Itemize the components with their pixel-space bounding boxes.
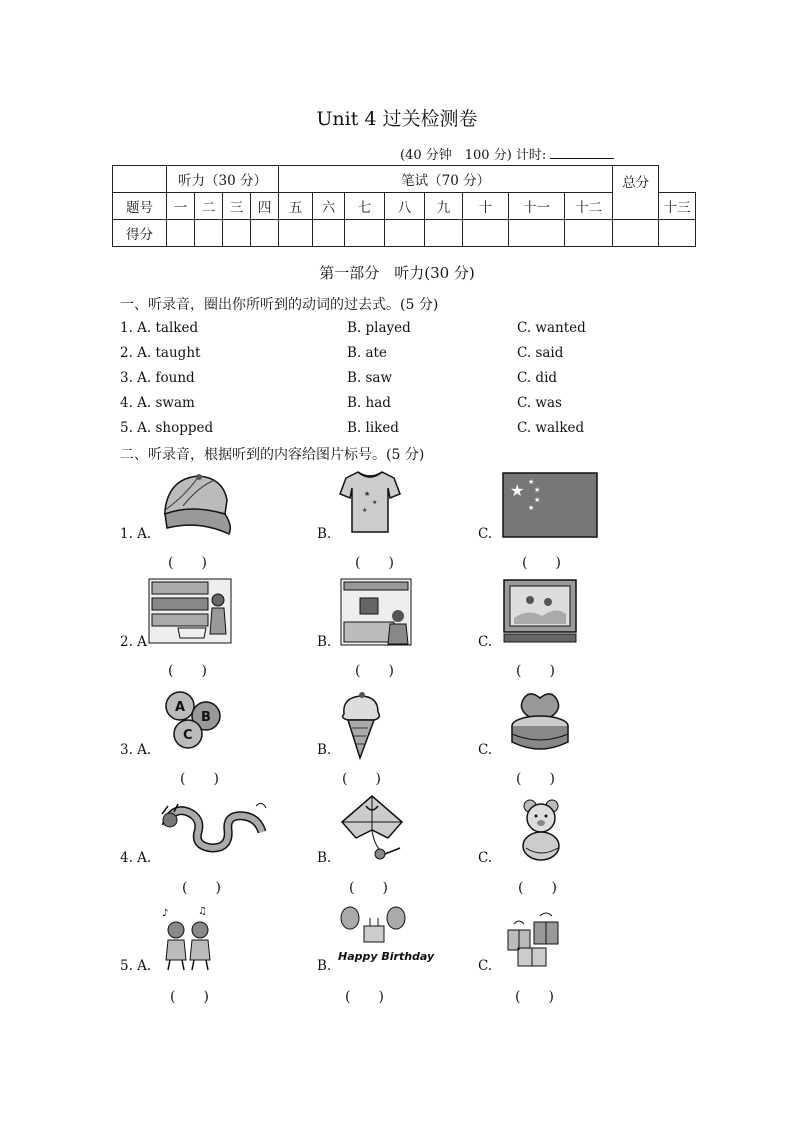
answer-paren-3c[interactable]: ( ) — [516, 771, 555, 787]
question-number: 六 — [313, 193, 345, 220]
written-header: 笔试（70 分） — [279, 166, 613, 193]
answer-paren-1b[interactable]: ( ) — [355, 555, 394, 571]
picture-label-2c: C. — [478, 634, 493, 650]
svg-text:C: C — [183, 728, 193, 743]
birthday-text: Happy Birthday — [338, 950, 435, 963]
option-4b[interactable]: B. had — [347, 395, 391, 411]
option-2c[interactable]: C. said — [517, 345, 564, 361]
option-4a[interactable]: 4. A. swam — [120, 395, 195, 411]
gifts-icon — [504, 904, 564, 968]
question-number: 九 — [425, 193, 463, 220]
score-cell[interactable] — [313, 220, 345, 247]
score-cell[interactable] — [223, 220, 251, 247]
svg-text:★: ★ — [362, 507, 368, 514]
cap-icon — [155, 470, 237, 538]
score-cell[interactable] — [463, 220, 509, 247]
svg-text:♫: ♫ — [198, 906, 207, 917]
shop-icon — [340, 578, 412, 646]
picture-label-1b: B. — [317, 526, 332, 542]
answer-paren-1a[interactable]: ( ) — [168, 555, 207, 571]
listening-header: 听力（30 分） — [167, 166, 279, 193]
score-cell[interactable] — [509, 220, 565, 247]
kite-icon — [340, 794, 406, 866]
time-info — [400, 144, 614, 163]
svg-text:★: ★ — [528, 504, 535, 512]
score-cell[interactable] — [279, 220, 313, 247]
option-3b[interactable]: B. saw — [347, 370, 393, 386]
timer-blank[interactable] — [550, 146, 614, 159]
option-5a[interactable]: 5. A. shopped — [120, 420, 214, 436]
question-number: 十三 — [659, 193, 696, 220]
answer-paren-2c[interactable]: ( ) — [516, 663, 555, 679]
svg-text:★: ★ — [528, 478, 535, 486]
dragon-icon — [158, 796, 268, 862]
score-cell[interactable] — [195, 220, 223, 247]
answer-paren-3a[interactable]: ( ) — [180, 771, 219, 787]
picture-label-3a: 3. A. — [120, 742, 152, 758]
abc-balloons-icon — [160, 688, 226, 754]
question-number: 十二 — [565, 193, 613, 220]
svg-text:★: ★ — [364, 490, 371, 498]
score-cell[interactable] — [345, 220, 385, 247]
answer-paren-5a[interactable]: ( ) — [170, 989, 209, 1005]
tshirt-icon — [338, 468, 402, 536]
answer-paren-1c[interactable]: ( ) — [522, 555, 561, 571]
option-3c[interactable]: C. did — [517, 370, 558, 386]
score-table-number-row — [113, 193, 696, 220]
picture-label-2a: 2. A — [120, 634, 147, 650]
score-cell[interactable] — [613, 220, 659, 247]
supermarket-icon — [148, 578, 232, 644]
question-number: 十一 — [509, 193, 565, 220]
question-number: 八 — [385, 193, 425, 220]
picture-label-4b: B. — [317, 850, 332, 866]
option-2a[interactable]: 2. A. taught — [120, 345, 201, 361]
picture-label-5c: C. — [478, 958, 493, 974]
svg-text:B: B — [201, 710, 211, 725]
option-2b[interactable]: B. ate — [347, 345, 387, 361]
score-cell[interactable] — [251, 220, 279, 247]
option-3a[interactable]: 3. A. found — [120, 370, 195, 386]
score-table-score-row — [113, 220, 696, 247]
section1-heading: 一、听录音，圈出你所听到的动词的过去式。(5 分) — [120, 297, 439, 313]
score-cell[interactable] — [425, 220, 463, 247]
row-label-number: 题号 — [113, 193, 167, 220]
answer-paren-4c[interactable]: ( ) — [518, 880, 557, 896]
picture-label-2b: B. — [317, 634, 332, 650]
birthday-icon — [336, 904, 435, 968]
svg-text:★: ★ — [534, 496, 541, 504]
score-table — [112, 165, 696, 247]
section2-heading: 二、听录音，根据听到的内容给图片标号。(5 分) — [120, 447, 425, 463]
svg-text:★: ★ — [534, 486, 541, 494]
answer-paren-2b[interactable]: ( ) — [355, 663, 394, 679]
table-corner-cell — [113, 166, 167, 193]
option-5b[interactable]: B. liked — [347, 420, 399, 436]
svg-text:★: ★ — [510, 481, 525, 500]
cake-icon — [508, 688, 572, 754]
time-info-text: (40 分钟 100 分) 计时: — [400, 148, 547, 163]
tv-icon — [502, 578, 578, 644]
total-header: 总分 — [613, 166, 659, 220]
answer-paren-2a[interactable]: ( ) — [168, 663, 207, 679]
teddy-bear-icon — [514, 796, 570, 864]
picture-label-3b: B. — [317, 742, 332, 758]
question-number: 三 — [223, 193, 251, 220]
option-5c[interactable]: C. walked — [517, 420, 585, 436]
score-cell[interactable] — [167, 220, 195, 247]
question-number: 七 — [345, 193, 385, 220]
score-table-header-row — [113, 166, 696, 193]
row-label-score: 得分 — [113, 220, 167, 247]
picture-label-1c: C. — [478, 526, 493, 542]
answer-paren-4a[interactable]: ( ) — [182, 880, 221, 896]
score-cell[interactable] — [565, 220, 613, 247]
answer-paren-4b[interactable]: ( ) — [349, 880, 388, 896]
question-number: 四 — [251, 193, 279, 220]
ice-cream-icon — [338, 690, 384, 760]
answer-paren-5c[interactable]: ( ) — [515, 989, 554, 1005]
picture-label-1a: 1. A. — [120, 526, 152, 542]
option-1b[interactable]: B. played — [347, 320, 411, 336]
option-4c[interactable]: C. was — [517, 395, 562, 411]
picture-label-3c: C. — [478, 742, 493, 758]
option-1a[interactable]: 1. A. talked — [120, 320, 199, 336]
question-number: 五 — [279, 193, 313, 220]
answer-paren-3b[interactable]: ( ) — [342, 771, 381, 787]
answer-paren-5b[interactable]: ( ) — [345, 989, 384, 1005]
question-number: 一 — [167, 193, 195, 220]
svg-text:♪: ♪ — [162, 908, 169, 919]
part1-title: 第一部分 听力(30 分) — [319, 264, 475, 282]
svg-text:★: ★ — [372, 499, 378, 506]
page-title: Unit 4 过关检测卷 — [316, 108, 478, 130]
svg-text:A: A — [175, 700, 186, 715]
question-number: 二 — [195, 193, 223, 220]
question-number: 十 — [463, 193, 509, 220]
picture-label-4a: 4. A. — [120, 850, 152, 866]
picture-label-5a: 5. A. — [120, 958, 152, 974]
picture-label-4c: C. — [478, 850, 493, 866]
dancing-kids-icon — [158, 904, 218, 972]
score-cell[interactable] — [385, 220, 425, 247]
picture-label-5b: B. — [317, 958, 332, 974]
flag-icon — [502, 472, 598, 538]
total-score-cell[interactable] — [659, 220, 696, 247]
option-1c[interactable]: C. wanted — [517, 320, 586, 336]
